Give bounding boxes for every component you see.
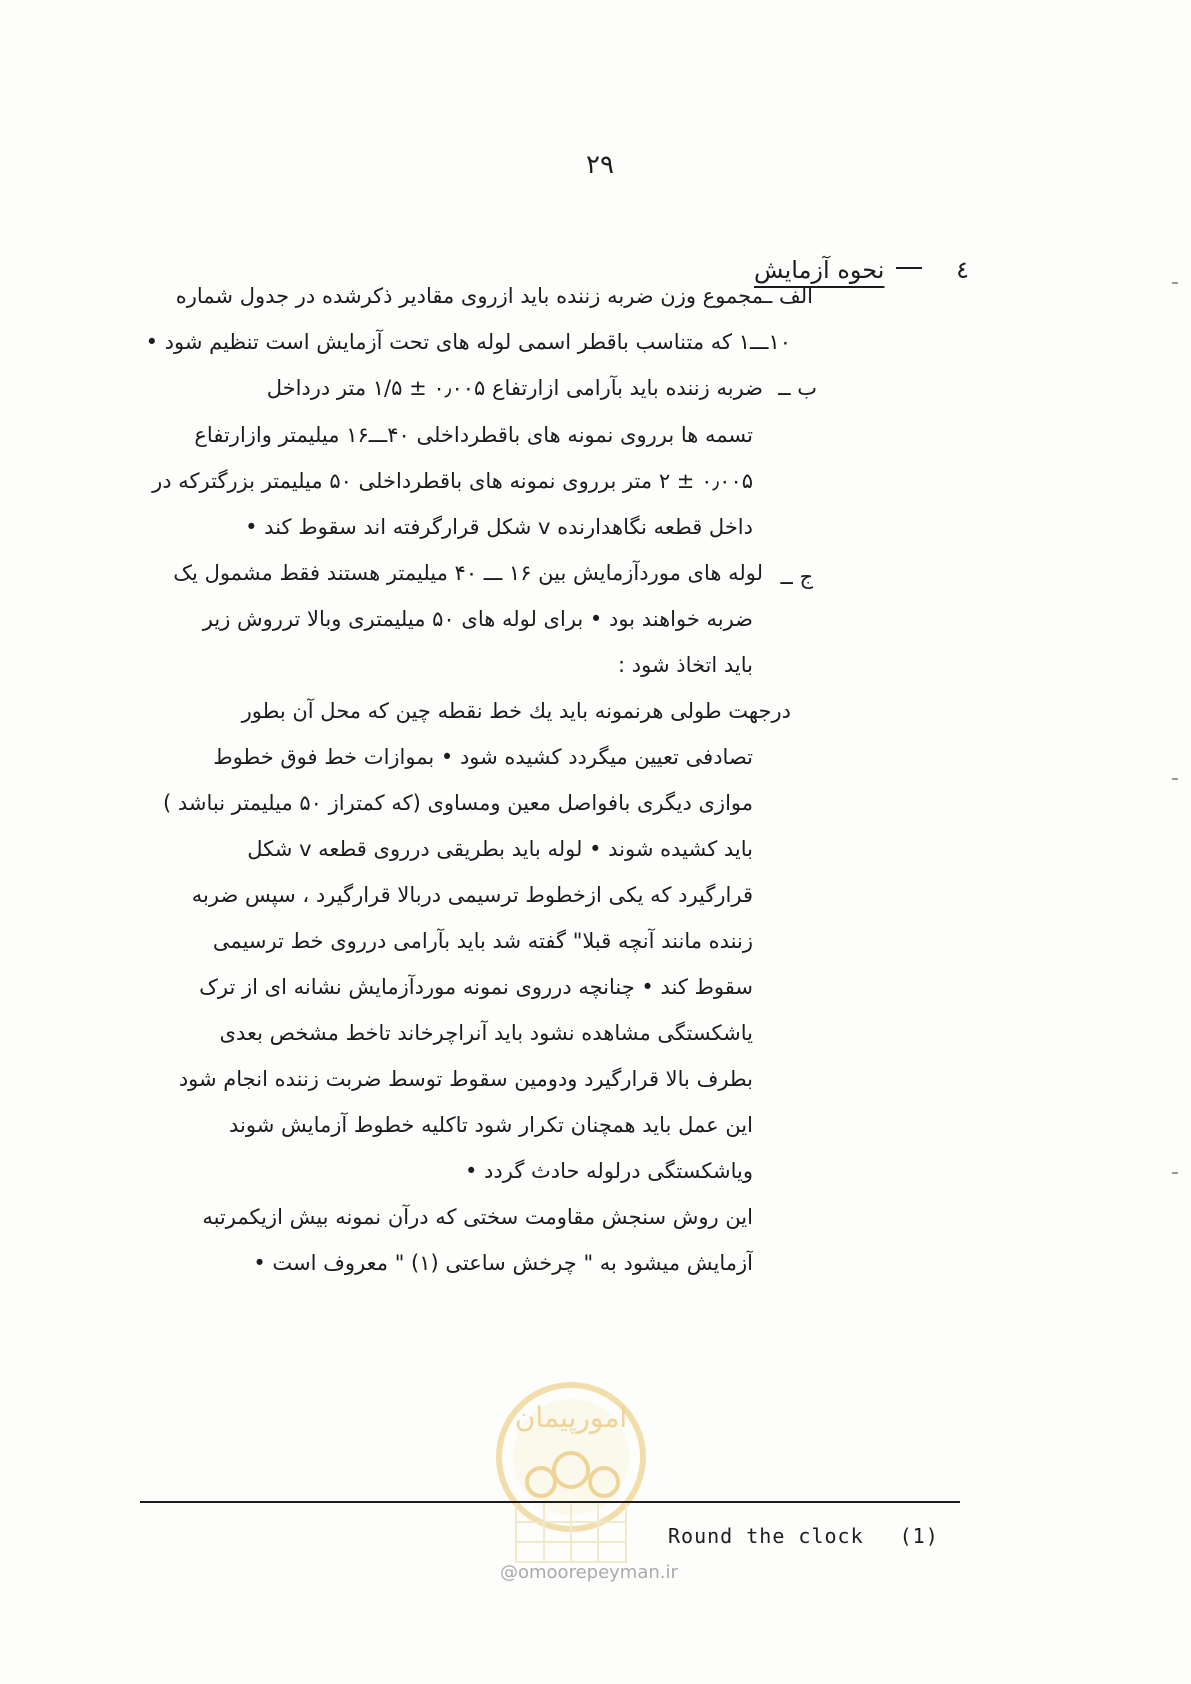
watermark-url: @omoorepeyman.ir bbox=[500, 1562, 678, 1583]
watermark-seal-icon bbox=[486, 1372, 656, 1572]
paragraph-line: درجهت طولی هرنمونه باید یك خط نقطه چین که محل آن بطور bbox=[241, 699, 791, 723]
footnote-number: (1) bbox=[899, 1524, 939, 1548]
footnote-text: Round the clock bbox=[668, 1524, 864, 1548]
item-marker-be: ب ــ bbox=[778, 376, 817, 400]
paragraph-line: داخل قطعه نگاهدارنده v شکل قرارگرفته اند سقوط کند • bbox=[245, 515, 753, 539]
page-number: ۲۹ bbox=[586, 150, 614, 180]
paragraph-line: زننده مانند آنچه قبلا" گفته شد باید بآرامی درروی خط ترسیمی bbox=[212, 929, 753, 953]
paragraph-line: مجموع وزن ضربه زننده باید ازروی مقادیر ذکرشده در جدول شماره bbox=[175, 284, 763, 308]
paragraph-line: ۰٫۰۰۵ ± ۲ متر برروی نمونه های باقطرداخلی ۵۰ میلیمتر بزرگترکه در bbox=[152, 469, 753, 493]
margin-tick bbox=[1172, 282, 1178, 284]
margin-tick bbox=[1172, 1172, 1178, 1174]
paragraph-line: تصادفی تعیین میگردد کشیده شود • بموازات خط فوق خطوط bbox=[213, 745, 753, 769]
paragraph-line: تسمه ها برروی نمونه های باقطرداخلی ۴۰ـــ۱۶ میلیمتر وازارتفاع bbox=[194, 423, 753, 447]
paragraph-line: قرارگیرد که یکی ازخطوط ترسیمی دربالا قرارگیرد ، سپس ضربه bbox=[191, 883, 753, 907]
section-number: ٤ bbox=[956, 256, 969, 284]
paragraph-line: لوله های موردآزمایش بین ۱۶ ـــ ۴۰ میلیمتر هستند فقط مشمول یک bbox=[173, 561, 763, 585]
paragraph-line: آزمایش میشود به " چرخش ساعتی (۱) " معروف است • bbox=[253, 1251, 753, 1275]
paragraph-line: ضربه خواهند بود • برای لوله های ۵۰ میلیمتری وبالا ترروش زیر bbox=[202, 607, 753, 631]
margin-tick bbox=[1172, 778, 1178, 780]
paragraph-line: باید اتخاذ شود : bbox=[618, 653, 753, 677]
paragraph-line: این عمل باید همچنان تکرار شود تاکلیه خطوط آزمایش شوند bbox=[229, 1113, 753, 1137]
paragraph-line: سقوط کند • چنانچه درروی نمونه موردآزمایش نشانه ای از ترک bbox=[199, 975, 753, 999]
item-marker-alef: الف ــ bbox=[760, 284, 813, 308]
paragraph-line: ویاشکستگی درلوله حادث گردد • bbox=[464, 1159, 753, 1183]
footnote bbox=[668, 1524, 939, 1548]
svg-text:امورپیمان: امورپیمان bbox=[514, 1401, 628, 1434]
paragraph-line: موازی دیگری بافواصل معین ومساوی (که کمتراز ۵۰ میلیمتر نباشد ) bbox=[163, 791, 753, 815]
paragraph-line: این روش سنجش مقاومت سختی که درآن نمونه بیش ازیکمرتبه bbox=[202, 1205, 753, 1229]
paragraph-line: ۱۰ـــ۱ که متناسب باقطر اسمی لوله های تحت آزمایش است تنظیم شود • bbox=[145, 330, 791, 354]
paragraph-line: ضربه زننده باید بآرامی ازارتفاع ۰٫۰۰۵ ± ۱/۵ متر درداخل bbox=[266, 376, 763, 400]
paragraph-line: باید کشیده شوند • لوله باید بطریقی درروی قطعه v شکل bbox=[247, 837, 753, 861]
footnote-divider bbox=[140, 1501, 960, 1503]
item-marker-jim: ج ــ bbox=[780, 565, 813, 589]
paragraph-line: یاشکستگی مشاهده نشود باید آنراچرخاند تاخط مشخص بعدی bbox=[219, 1021, 753, 1045]
paragraph-line: بطرف بالا قرارگیرد ودومین سقوط توسط ضربت زننده انجام شود bbox=[178, 1067, 753, 1091]
section-title: نحوه آزمایش bbox=[753, 256, 885, 284]
